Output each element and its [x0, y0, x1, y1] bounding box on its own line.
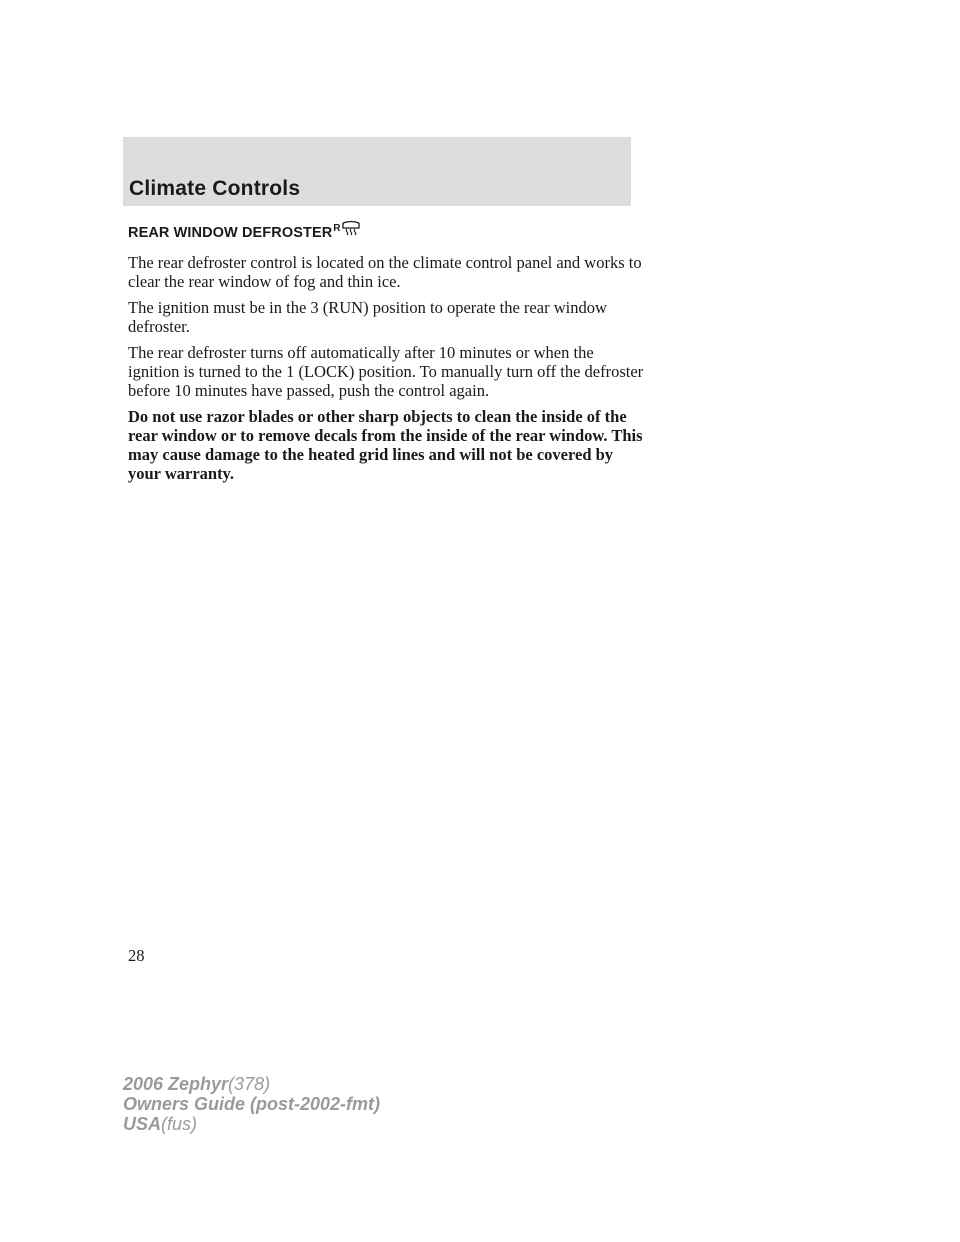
- footer-guide-name: Owners Guide (post-2002-fmt): [123, 1094, 381, 1114]
- footer-model-code: (378): [228, 1074, 271, 1094]
- paragraph-auto-off: The rear defroster turns off automatically after 10 minutes or when the ignition is turned to the 1 (LOCK) position. To manually turn off the defroster before 10 minutes have passed, push the control again.: [128, 343, 644, 400]
- paragraph-control-location: The rear defroster control is located on the climate control panel and works to clear the rear window of fog and thin ice.: [128, 253, 642, 291]
- warning-text: Do not use razor blades or other sharp objects to clean the inside of the rear window or to remove decals from the inside of the rear window. This may cause damage to the heated grid lines and will not be covered by your warranty.: [128, 407, 643, 483]
- document-footer: [123, 1074, 380, 1134]
- rear-defrost-icon: [342, 220, 360, 236]
- section-header-band: [123, 137, 631, 206]
- page-number: 28: [128, 946, 145, 965]
- section-title: Climate Controls: [129, 177, 301, 200]
- footer-market-code: (fus): [161, 1114, 198, 1134]
- section-heading-text: REAR WINDOW DEFROSTER: [128, 225, 333, 241]
- footer-line-market: [123, 1114, 380, 1134]
- footer-market: USA: [123, 1114, 162, 1134]
- footer-line-model: [123, 1074, 380, 1094]
- paragraph-ignition-requirement: The ignition must be in the 3 (RUN) position to operate the rear window defroster.: [128, 298, 607, 336]
- footer-model-name: 2006 Zephyr: [123, 1074, 229, 1094]
- heading-superscript: R: [333, 223, 341, 234]
- content-area: [128, 224, 648, 483]
- section-heading: [128, 224, 648, 243]
